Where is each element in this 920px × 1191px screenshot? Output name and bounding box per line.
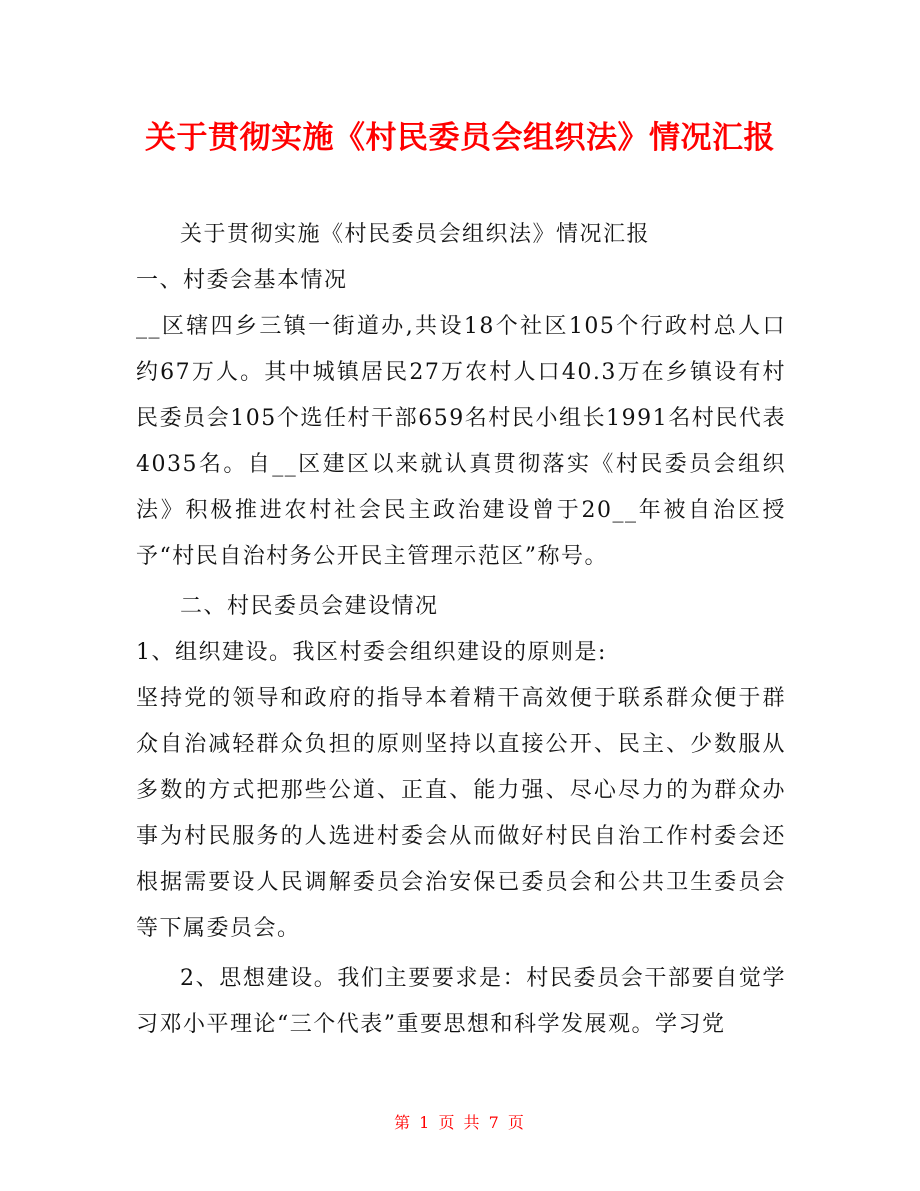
paragraph-organization-body: 坚持党的领导和政府的指导本着精干高效便于联系群众便于群众自治减轻群众负担的原则坚持以直接公开、民主、少数服从多数的方式把那些公道、正直、能力强、尽心尽力的为群众办事为村民服务的人选进村委会从而做好村民自治工作村委会还根据需要设人民调解委员会治安保已委员会和公共卫生委员会等下属委员会。 xyxy=(136,686,786,941)
paragraph-subtitle: 关于贯彻实施《村民委员会组织法》情况汇报 xyxy=(180,222,651,247)
document-body xyxy=(136,212,786,1048)
document-title: 关于贯彻实施《村民委员会组织法》情况汇报 xyxy=(145,120,775,156)
page-number-footer: 第 1 页 共 7 页 xyxy=(394,1113,526,1132)
paragraph-basic-info: __区辖四乡三镇一街道办,共设18个社区105个行政村总人口约67万人。其中城镇居民27万农村人口40.3万在乡镇设有村民委员会105个选任村干部659名村民小组长1991名村民代表4035名。自__区建区以来就认真贯彻落实《村民委员会组织法》积极推进农村社会民主政治建设曾于20__年被自治区授予“村民自治村务公开民主管理示范区”称号。 xyxy=(136,314,786,569)
paragraph-ideology: 2、思想建设。我们主要要求是：村民委员会干部要自觉学习邓小平理论“三个代表”重要思想和科学发展观。学习党 xyxy=(136,966,786,1037)
paragraph-organization-heading: 1、组织建设。我区村委会组织建设的原则是: xyxy=(136,640,607,665)
section-heading-construction: 二、村民委员会建设情况 xyxy=(180,594,439,619)
section-heading-basic-info: 一、村委会基本情况 xyxy=(136,268,348,293)
